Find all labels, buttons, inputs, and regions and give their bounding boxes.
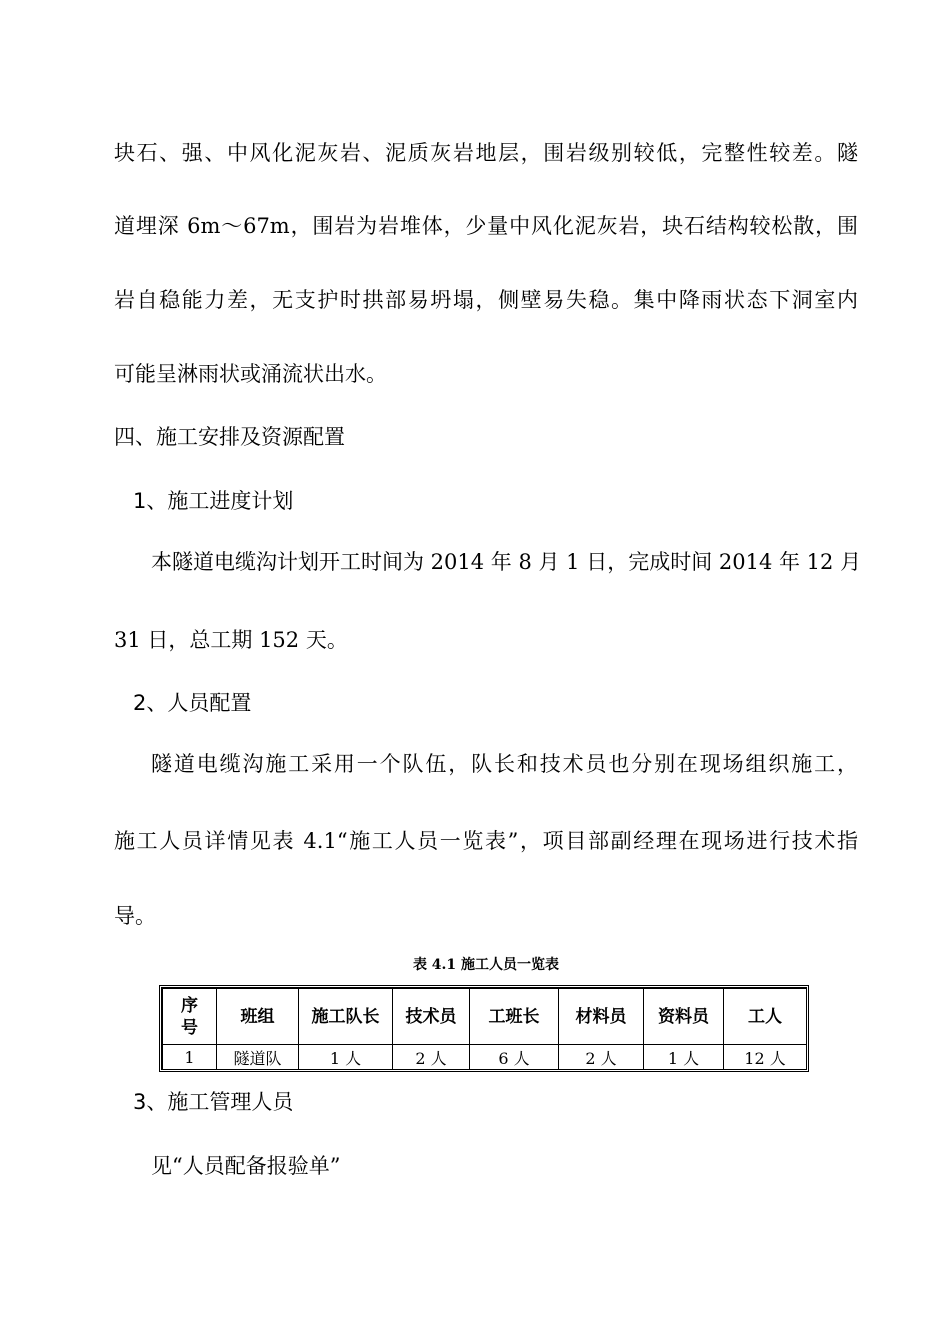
header-cell: 技术员: [393, 989, 470, 1045]
management-line: 见“人员配备报验单”: [151, 1154, 341, 1178]
sub1-title: 1、施工进度计划: [133, 489, 294, 513]
header-cell: 序号: [163, 989, 217, 1045]
staff-table: [162, 988, 807, 1070]
table-cell: 6 人: [470, 1045, 559, 1070]
header-cell: 材料员: [559, 989, 644, 1045]
header-cell: 工人: [724, 989, 807, 1045]
staffing-line-1: 隧道电缆沟施工采用一个队伍，队长和技术员也分别在现场组织施工，: [151, 752, 858, 776]
header-cell: 工班长: [470, 989, 559, 1045]
sub2-title: 2、人员配置: [133, 691, 252, 715]
header-cell: 施工队长: [299, 989, 393, 1045]
table-caption: 表 4.1 施工人员一览表: [412, 957, 560, 973]
table-cell: 2 人: [393, 1045, 470, 1070]
sub3-title: 3、施工管理人员: [133, 1090, 294, 1114]
header-cell: 资料员: [644, 989, 724, 1045]
staffing-line-2: 施工人员详情见表 4.1“施工人员一览表”，项目部副经理在现场进行技术指: [114, 829, 858, 853]
table-cell: 1: [163, 1045, 217, 1070]
schedule-line-2: 31 日，总工期 152 天。: [114, 628, 348, 652]
table-cell: 2 人: [559, 1045, 644, 1070]
table-cell: 1 人: [644, 1045, 724, 1070]
geology-line-1: 块石、强、中风化泥灰岩、泥质灰岩地层，围岩级别较低，完整性较差。隧: [114, 141, 858, 165]
schedule-line-1: 本隧道电缆沟计划开工时间为 2014 年 8 月 1 日，完成时间 2014 年 12 月: [151, 550, 862, 574]
staff-table-frame: [159, 985, 809, 1072]
geology-line-3: 岩自稳能力差，无支护时拱部易坍塌，侧壁易失稳。集中降雨状态下洞室内: [114, 288, 858, 312]
geology-line-4: 可能呈淋雨状或涌流状出水。: [114, 362, 387, 386]
table-row: [163, 1045, 807, 1070]
section4-title: 四、施工安排及资源配置: [114, 425, 345, 449]
staffing-line-3: 导。: [114, 904, 156, 928]
table-cell: 隧道队: [217, 1045, 299, 1070]
table-cell: 1 人: [299, 1045, 393, 1070]
geology-line-2: 道埋深 6m～67m，围岩为岩堆体，少量中风化泥灰岩，块石结构较松散，围: [114, 214, 858, 238]
table-header-row: [163, 989, 807, 1045]
table-cell: 12 人: [724, 1045, 807, 1070]
header-cell: 班组: [217, 989, 299, 1045]
